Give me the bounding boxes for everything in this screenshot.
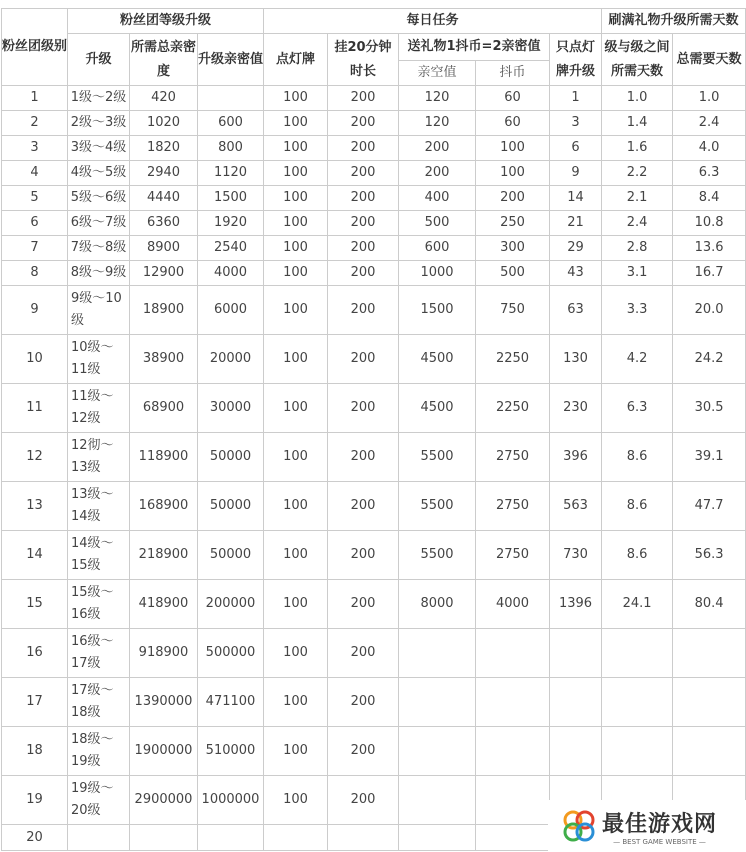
cell-intimacy: 500 [399,211,476,236]
cell-days-between: 1.4 [602,111,673,136]
cell-level: 19 [2,776,68,825]
cell-upgrade: 1级～2级 [68,86,130,111]
cell-days-between: 2.1 [602,186,673,211]
cell-intimacy: 1500 [399,286,476,335]
cell-intimacy [399,678,476,727]
cell-only-light [550,727,602,776]
cell-upgrade-intimacy: 471100 [198,678,264,727]
header-only-light: 只点灯牌升级 [550,34,602,86]
cell-total-intimacy: 2940 [130,161,198,186]
cell-hang-20min: 200 [328,186,399,211]
cell-light-badge: 100 [264,776,328,825]
logo-icon [562,809,596,843]
cell-coins: 100 [476,136,550,161]
cell-hang-20min: 200 [328,580,399,629]
cell-total-days: 39.1 [673,433,746,482]
cell-total-days: 30.5 [673,384,746,433]
cell-total-intimacy: 8900 [130,236,198,261]
cell-total-intimacy: 1390000 [130,678,198,727]
cell-level: 2 [2,111,68,136]
cell-light-badge: 100 [264,261,328,286]
cell-light-badge: 100 [264,236,328,261]
cell-total-intimacy: 68900 [130,384,198,433]
cell-light-badge: 100 [264,111,328,136]
cell-only-light: 730 [550,531,602,580]
cell-upgrade: 5级～6级 [68,186,130,211]
cell-upgrade: 15级～16级 [68,580,130,629]
cell-level: 8 [2,261,68,286]
cell-hang-20min: 200 [328,335,399,384]
table-row [2,629,746,678]
table-row [2,286,746,335]
cell-total-intimacy: 1900000 [130,727,198,776]
cell-upgrade-intimacy: 2540 [198,236,264,261]
cell-days-between: 3.3 [602,286,673,335]
cell-days-between: 8.6 [602,433,673,482]
cell-light-badge: 100 [264,384,328,433]
cell-total-days [673,629,746,678]
cell-total-intimacy: 38900 [130,335,198,384]
cell-total-days [673,727,746,776]
table-row [2,186,746,211]
cell-hang-20min: 200 [328,482,399,531]
cell-light-badge: 100 [264,86,328,111]
cell-hang-20min: 200 [328,136,399,161]
cell-only-light: 6 [550,136,602,161]
cell-total-intimacy: 18900 [130,286,198,335]
cell-only-light: 1 [550,86,602,111]
cell-coins [476,629,550,678]
cell-intimacy: 4500 [399,335,476,384]
cell-total-intimacy: 1020 [130,111,198,136]
header-level: 粉丝团级别 [2,9,68,86]
cell-total-days: 8.4 [673,186,746,211]
cell-light-badge: 100 [264,629,328,678]
cell-upgrade: 19级～20级 [68,776,130,825]
cell-upgrade-intimacy: 800 [198,136,264,161]
cell-hang-20min: 200 [328,236,399,261]
cell-hang-20min: 200 [328,161,399,186]
cell-upgrade-intimacy: 1920 [198,211,264,236]
cell-total-intimacy: 918900 [130,629,198,678]
cell-hang-20min: 200 [328,384,399,433]
cell-only-light: 43 [550,261,602,286]
cell-total-intimacy: 12900 [130,261,198,286]
cell-intimacy [399,776,476,825]
cell-upgrade-intimacy: 4000 [198,261,264,286]
cell-upgrade: 4级～5级 [68,161,130,186]
cell-coins: 2250 [476,335,550,384]
cell-light-badge: 100 [264,286,328,335]
cell-days-between [602,727,673,776]
cell-intimacy: 5500 [399,433,476,482]
table-row [2,236,746,261]
cell-days-between: 3.1 [602,261,673,286]
cell-days-between: 2.2 [602,161,673,186]
cell-total-intimacy: 420 [130,86,198,111]
cell-intimacy: 1000 [399,261,476,286]
cell-level: 7 [2,236,68,261]
cell-upgrade: 3级～4级 [68,136,130,161]
table-row [2,335,746,384]
cell-hang-20min: 200 [328,433,399,482]
cell-days-between: 24.1 [602,580,673,629]
cell-total-intimacy: 4440 [130,186,198,211]
cell-only-light: 14 [550,186,602,211]
cell-coins: 200 [476,186,550,211]
header-upgrade-intimacy: 升级亲密值 [198,34,264,86]
cell-upgrade: 8级～9级 [68,261,130,286]
cell-total-days: 20.0 [673,286,746,335]
cell-days-between: 1.6 [602,136,673,161]
cell-coins: 250 [476,211,550,236]
cell-level: 10 [2,335,68,384]
cell-hang-20min: 200 [328,111,399,136]
cell-upgrade-intimacy: 50000 [198,531,264,580]
cell-total-days: 13.6 [673,236,746,261]
cell-light-badge: 100 [264,211,328,236]
cell-total-intimacy: 118900 [130,433,198,482]
header-gift-days: 刷满礼物升级所需天数 [602,9,746,34]
cell-coins: 750 [476,286,550,335]
cell-level: 11 [2,384,68,433]
cell-level: 16 [2,629,68,678]
cell-intimacy [399,825,476,851]
cell-only-light: 1396 [550,580,602,629]
cell-only-light: 3 [550,111,602,136]
fan-club-level-table [1,8,746,851]
cell-only-light: 21 [550,211,602,236]
cell-light-badge [264,825,328,851]
cell-coins: 4000 [476,580,550,629]
header-coins: 抖币 [476,61,550,86]
cell-level: 9 [2,286,68,335]
cell-intimacy: 200 [399,136,476,161]
cell-intimacy: 200 [399,161,476,186]
cell-upgrade-intimacy: 1500 [198,186,264,211]
cell-coins [476,825,550,851]
cell-level: 5 [2,186,68,211]
cell-hang-20min: 200 [328,286,399,335]
cell-intimacy [399,629,476,678]
cell-hang-20min: 200 [328,211,399,236]
cell-hang-20min: 200 [328,86,399,111]
cell-coins [476,776,550,825]
cell-light-badge: 100 [264,482,328,531]
cell-light-badge: 100 [264,727,328,776]
cell-upgrade: 6级～7级 [68,211,130,236]
cell-only-light: 63 [550,286,602,335]
header-gift-rule: 送礼物1抖币=2亲密值 [399,34,550,61]
cell-days-between: 1.0 [602,86,673,111]
cell-level: 4 [2,161,68,186]
cell-light-badge: 100 [264,136,328,161]
table-row [2,136,746,161]
cell-upgrade-intimacy: 600 [198,111,264,136]
cell-upgrade: 9级～10级 [68,286,130,335]
cell-intimacy: 4500 [399,384,476,433]
cell-coins: 60 [476,86,550,111]
cell-level: 20 [2,825,68,851]
cell-days-between: 6.3 [602,384,673,433]
cell-upgrade-intimacy: 200000 [198,580,264,629]
cell-total-days: 56.3 [673,531,746,580]
cell-upgrade-intimacy: 510000 [198,727,264,776]
cell-light-badge: 100 [264,678,328,727]
cell-light-badge: 100 [264,186,328,211]
cell-upgrade: 7级～8级 [68,236,130,261]
header-light-badge: 点灯牌 [264,34,328,86]
cell-upgrade: 12彻～13级 [68,433,130,482]
cell-hang-20min: 200 [328,629,399,678]
watermark-name: 最佳游戏网 [602,811,718,837]
cell-days-between: 8.6 [602,482,673,531]
cell-coins: 300 [476,236,550,261]
cell-intimacy: 120 [399,86,476,111]
cell-upgrade-intimacy: 50000 [198,433,264,482]
cell-upgrade: 13级～14级 [68,482,130,531]
cell-days-between [602,678,673,727]
header-upgrade: 升级 [68,34,130,86]
cell-level: 3 [2,136,68,161]
cell-coins: 2750 [476,482,550,531]
cell-only-light: 9 [550,161,602,186]
cell-total-days: 10.8 [673,211,746,236]
cell-intimacy: 400 [399,186,476,211]
header-hang-20min: 挂20分钟时长 [328,34,399,86]
cell-only-light [550,678,602,727]
cell-upgrade-intimacy: 500000 [198,629,264,678]
header-group-upgrade: 粉丝团等级升级 [68,9,264,34]
cell-total-intimacy: 2900000 [130,776,198,825]
table-row [2,482,746,531]
cell-hang-20min: 200 [328,261,399,286]
table-row [2,86,746,111]
cell-total-days: 1.0 [673,86,746,111]
cell-hang-20min [328,825,399,851]
table-row [2,727,746,776]
cell-level: 13 [2,482,68,531]
cell-upgrade-intimacy: 30000 [198,384,264,433]
cell-level: 6 [2,211,68,236]
cell-total-days [673,678,746,727]
table-row [2,384,746,433]
cell-coins: 100 [476,161,550,186]
cell-only-light [550,629,602,678]
cell-intimacy: 8000 [399,580,476,629]
watermark-sub: — BEST GAME WEBSITE — [613,837,706,846]
table-row [2,261,746,286]
cell-intimacy: 5500 [399,482,476,531]
cell-upgrade: 18级～19级 [68,727,130,776]
cell-upgrade: 14级～15级 [68,531,130,580]
cell-total-days: 80.4 [673,580,746,629]
cell-only-light: 130 [550,335,602,384]
header-total-intimacy: 所需总亲密度 [130,34,198,86]
table-row [2,161,746,186]
cell-upgrade-intimacy: 50000 [198,482,264,531]
cell-upgrade: 11级～12级 [68,384,130,433]
cell-coins [476,727,550,776]
cell-upgrade-intimacy: 1120 [198,161,264,186]
cell-upgrade-intimacy [198,86,264,111]
cell-light-badge: 100 [264,580,328,629]
cell-coins: 2250 [476,384,550,433]
cell-level: 15 [2,580,68,629]
cell-hang-20min: 200 [328,776,399,825]
cell-hang-20min: 200 [328,531,399,580]
table-row [2,211,746,236]
cell-total-days: 2.4 [673,111,746,136]
header-days-between: 级与级之间所需天数 [602,34,673,86]
cell-intimacy: 120 [399,111,476,136]
cell-intimacy [399,727,476,776]
table-row [2,678,746,727]
cell-total-days: 47.7 [673,482,746,531]
cell-total-intimacy: 1820 [130,136,198,161]
cell-only-light: 396 [550,433,602,482]
cell-only-light: 230 [550,384,602,433]
cell-total-days: 24.2 [673,335,746,384]
cell-total-days: 6.3 [673,161,746,186]
header-total-days: 总需要天数 [673,34,746,86]
cell-total-intimacy: 218900 [130,531,198,580]
cell-upgrade-intimacy: 20000 [198,335,264,384]
cell-level: 14 [2,531,68,580]
cell-level: 1 [2,86,68,111]
cell-upgrade: 16级～17级 [68,629,130,678]
cell-upgrade-intimacy: 6000 [198,286,264,335]
cell-days-between: 2.8 [602,236,673,261]
header-intimacy: 亲空值 [399,61,476,86]
cell-days-between: 8.6 [602,531,673,580]
cell-days-between: 2.4 [602,211,673,236]
cell-light-badge: 100 [264,335,328,384]
cell-only-light: 29 [550,236,602,261]
cell-total-intimacy: 6360 [130,211,198,236]
cell-intimacy: 600 [399,236,476,261]
table-row [2,580,746,629]
cell-light-badge: 100 [264,161,328,186]
cell-light-badge: 100 [264,531,328,580]
cell-coins: 2750 [476,433,550,482]
cell-total-days: 16.7 [673,261,746,286]
cell-total-intimacy: 418900 [130,580,198,629]
cell-days-between: 4.2 [602,335,673,384]
cell-days-between [602,629,673,678]
cell-total-days: 4.0 [673,136,746,161]
cell-upgrade [68,825,130,851]
cell-coins: 60 [476,111,550,136]
cell-only-light: 563 [550,482,602,531]
cell-intimacy: 5500 [399,531,476,580]
table-row [2,531,746,580]
cell-level: 12 [2,433,68,482]
cell-light-badge: 100 [264,433,328,482]
cell-upgrade: 2级～3级 [68,111,130,136]
cell-upgrade-intimacy [198,825,264,851]
cell-hang-20min: 200 [328,678,399,727]
cell-total-intimacy: 168900 [130,482,198,531]
watermark-logo [548,800,746,852]
cell-total-intimacy [130,825,198,851]
cell-level: 17 [2,678,68,727]
cell-level: 18 [2,727,68,776]
cell-coins [476,678,550,727]
cell-coins: 2750 [476,531,550,580]
cell-hang-20min: 200 [328,727,399,776]
table-row [2,433,746,482]
cell-upgrade: 17级～18级 [68,678,130,727]
table-row [2,111,746,136]
cell-upgrade-intimacy: 1000000 [198,776,264,825]
cell-upgrade: 10级～11级 [68,335,130,384]
header-daily-tasks: 每日任务 [264,9,602,34]
cell-coins: 500 [476,261,550,286]
